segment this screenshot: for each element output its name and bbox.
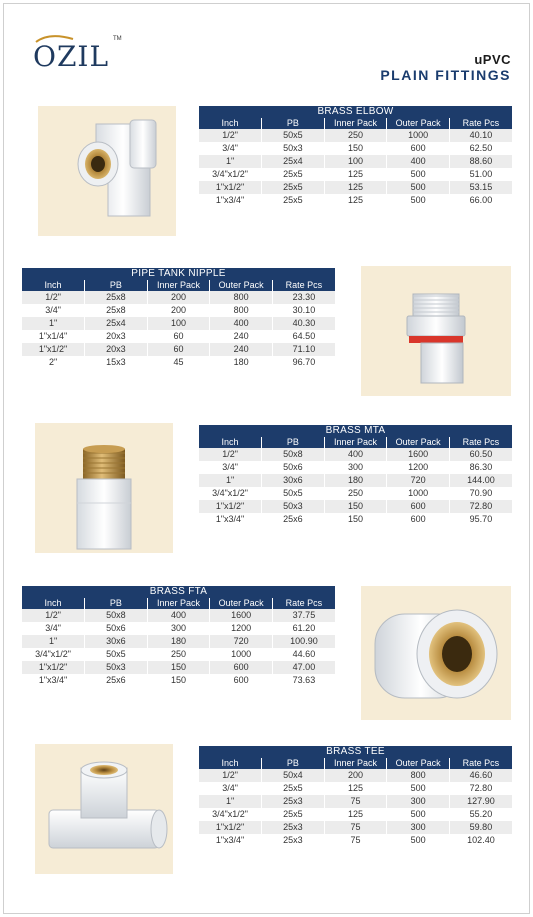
brass-fta-photo bbox=[361, 586, 511, 720]
table-cell: 73.63 bbox=[272, 674, 335, 687]
table-cell: 1/2" bbox=[199, 769, 262, 782]
table-cell: 3/4" bbox=[22, 304, 85, 317]
table-cell: 1" bbox=[22, 317, 85, 330]
table-cell: 400 bbox=[324, 448, 387, 461]
table-title-row bbox=[22, 586, 335, 598]
table-cell: 1"x3/4" bbox=[22, 674, 85, 687]
table-title-row bbox=[199, 106, 512, 118]
table-cell: 3/4" bbox=[22, 622, 85, 635]
column-header: Inch bbox=[199, 118, 262, 129]
table-cell: 50x5 bbox=[85, 648, 148, 661]
table-cell: 95.70 bbox=[449, 513, 512, 526]
table-cell: 500 bbox=[387, 168, 450, 181]
table-row bbox=[199, 769, 512, 782]
table-cell: 72.80 bbox=[449, 782, 512, 795]
table-cell: 125 bbox=[324, 168, 387, 181]
table-row bbox=[199, 500, 512, 513]
table-cell: 100 bbox=[147, 317, 210, 330]
table-cell: 1"x3/4" bbox=[199, 834, 262, 847]
table-header-row bbox=[199, 758, 512, 769]
table-cell: 200 bbox=[147, 291, 210, 304]
table-header-row bbox=[22, 280, 335, 291]
brass-mta-table bbox=[199, 425, 512, 526]
table-cell: 72.80 bbox=[449, 500, 512, 513]
table-cell: 3/4" bbox=[199, 142, 262, 155]
table-cell: 250 bbox=[147, 648, 210, 661]
table-cell: 180 bbox=[147, 635, 210, 648]
table-cell: 150 bbox=[147, 661, 210, 674]
table-cell: 1600 bbox=[387, 448, 450, 461]
table-cell: 2" bbox=[22, 356, 85, 369]
table-cell: 400 bbox=[147, 609, 210, 622]
column-header: Inch bbox=[199, 758, 262, 769]
table-cell: 500 bbox=[387, 782, 450, 795]
column-header: Inner Pack bbox=[324, 118, 387, 129]
table-cell: 180 bbox=[324, 474, 387, 487]
table-cell: 25x3 bbox=[262, 821, 325, 834]
column-header: Outer Pack bbox=[210, 598, 273, 609]
table-cell: 1/2" bbox=[22, 609, 85, 622]
column-header: Inner Pack bbox=[324, 437, 387, 448]
table-cell: 55.20 bbox=[449, 808, 512, 821]
pipe-tank-nipple-photo bbox=[361, 266, 511, 396]
table-cell: 20x3 bbox=[85, 330, 148, 343]
table-row bbox=[22, 317, 335, 330]
table-cell: 250 bbox=[324, 487, 387, 500]
table-title: BRASS TEE bbox=[199, 746, 512, 758]
table-cell: 45 bbox=[147, 356, 210, 369]
tank-nipple-icon bbox=[361, 266, 511, 396]
table-cell: 86.30 bbox=[449, 461, 512, 474]
table-cell: 400 bbox=[210, 317, 273, 330]
table-cell: 3/4"x1/2" bbox=[199, 168, 262, 181]
column-header: PB bbox=[262, 118, 325, 129]
table-cell: 150 bbox=[324, 142, 387, 155]
table-cell: 44.60 bbox=[272, 648, 335, 661]
column-header: Inch bbox=[22, 598, 85, 609]
table-cell: 51.00 bbox=[449, 168, 512, 181]
mta-fitting-icon bbox=[35, 423, 173, 553]
table-cell: 3/4"x1/2" bbox=[199, 808, 262, 821]
table-cell: 25x5 bbox=[262, 168, 325, 181]
table-title: BRASS FTA bbox=[22, 586, 335, 598]
table-cell: 300 bbox=[387, 795, 450, 808]
column-header: Outer Pack bbox=[387, 758, 450, 769]
table-cell: 15x3 bbox=[85, 356, 148, 369]
table-cell: 60 bbox=[147, 330, 210, 343]
column-header: Rate Pcs bbox=[272, 598, 335, 609]
fta-fitting-icon bbox=[361, 586, 511, 720]
table-cell: 1/2" bbox=[22, 291, 85, 304]
table-cell: 720 bbox=[210, 635, 273, 648]
table-cell: 3/4"x1/2" bbox=[199, 487, 262, 500]
table-row bbox=[199, 155, 512, 168]
table-cell: 61.20 bbox=[272, 622, 335, 635]
table-cell: 1"x1/4" bbox=[22, 330, 85, 343]
brass-mta-photo bbox=[35, 423, 173, 553]
table-title-row bbox=[199, 425, 512, 437]
table-cell: 25x5 bbox=[262, 782, 325, 795]
table-row bbox=[199, 194, 512, 207]
table-cell: 500 bbox=[387, 808, 450, 821]
table-cell: 25x3 bbox=[262, 795, 325, 808]
table-cell: 240 bbox=[210, 343, 273, 356]
table-cell: 1/2" bbox=[199, 129, 262, 142]
column-header: Rate Pcs bbox=[449, 758, 512, 769]
table-row bbox=[199, 181, 512, 194]
column-header: Inch bbox=[199, 437, 262, 448]
table-cell: 400 bbox=[387, 155, 450, 168]
table-row bbox=[199, 782, 512, 795]
table-cell: 25x8 bbox=[85, 304, 148, 317]
column-header: PB bbox=[262, 758, 325, 769]
table-cell: 500 bbox=[387, 181, 450, 194]
table-cell: 25x5 bbox=[262, 194, 325, 207]
table-cell: 800 bbox=[210, 304, 273, 317]
table-row bbox=[199, 474, 512, 487]
table-title: BRASS MTA bbox=[199, 425, 512, 437]
table-cell: 102.40 bbox=[449, 834, 512, 847]
column-header: Rate Pcs bbox=[272, 280, 335, 291]
table-cell: 240 bbox=[210, 330, 273, 343]
table-row bbox=[199, 168, 512, 181]
table-cell: 1200 bbox=[210, 622, 273, 635]
table-cell: 200 bbox=[147, 304, 210, 317]
table-cell: 25x4 bbox=[85, 317, 148, 330]
table-cell: 50x6 bbox=[262, 461, 325, 474]
table-title: BRASS ELBOW bbox=[199, 106, 512, 118]
column-header: Inner Pack bbox=[147, 280, 210, 291]
brass-elbow-table bbox=[199, 106, 512, 207]
table-row bbox=[199, 795, 512, 808]
table-title-row bbox=[22, 268, 335, 280]
table-cell: 25x5 bbox=[262, 808, 325, 821]
table-cell: 50x6 bbox=[85, 622, 148, 635]
table-cell: 47.00 bbox=[272, 661, 335, 674]
table-cell: 59.80 bbox=[449, 821, 512, 834]
table-cell: 125 bbox=[324, 782, 387, 795]
table-row bbox=[199, 129, 512, 142]
table-cell: 180 bbox=[210, 356, 273, 369]
table-cell: 300 bbox=[387, 821, 450, 834]
brass-tee-table bbox=[199, 746, 512, 847]
pipe-tank-nipple-table bbox=[22, 268, 335, 369]
table-cell: 25x6 bbox=[262, 513, 325, 526]
table-cell: 96.70 bbox=[272, 356, 335, 369]
table-cell: 100.90 bbox=[272, 635, 335, 648]
heading-subtitle: uPVC bbox=[474, 52, 511, 67]
table-cell: 71.10 bbox=[272, 343, 335, 356]
table-cell: 64.50 bbox=[272, 330, 335, 343]
table-cell: 300 bbox=[324, 461, 387, 474]
table-cell: 1" bbox=[199, 474, 262, 487]
table-cell: 20x3 bbox=[85, 343, 148, 356]
table-row bbox=[199, 513, 512, 526]
table-cell: 800 bbox=[210, 291, 273, 304]
table-cell: 75 bbox=[324, 821, 387, 834]
table-cell: 125 bbox=[324, 181, 387, 194]
table-cell: 88.60 bbox=[449, 155, 512, 168]
table-header-row bbox=[22, 598, 335, 609]
table-cell: 40.10 bbox=[449, 129, 512, 142]
table-cell: 62.50 bbox=[449, 142, 512, 155]
column-header: Outer Pack bbox=[387, 118, 450, 129]
table-row bbox=[22, 330, 335, 343]
table-cell: 40.30 bbox=[272, 317, 335, 330]
table-cell: 1" bbox=[199, 155, 262, 168]
table-cell: 50x5 bbox=[262, 129, 325, 142]
table-row bbox=[22, 343, 335, 356]
brand-logo bbox=[33, 36, 122, 74]
table-row bbox=[22, 609, 335, 622]
table-cell: 60 bbox=[147, 343, 210, 356]
table-cell: 50x8 bbox=[262, 448, 325, 461]
table-cell: 37.75 bbox=[272, 609, 335, 622]
table-cell: 3/4" bbox=[199, 782, 262, 795]
table-cell: 720 bbox=[387, 474, 450, 487]
table-cell: 75 bbox=[324, 795, 387, 808]
column-header: Inner Pack bbox=[147, 598, 210, 609]
table-cell: 125 bbox=[324, 194, 387, 207]
brass-tee-photo bbox=[35, 744, 173, 874]
brass-fta-table bbox=[22, 586, 335, 687]
table-row bbox=[22, 356, 335, 369]
column-header: Outer Pack bbox=[210, 280, 273, 291]
table-cell: 70.90 bbox=[449, 487, 512, 500]
table-cell: 1000 bbox=[387, 129, 450, 142]
table-row bbox=[199, 821, 512, 834]
table-cell: 1600 bbox=[210, 609, 273, 622]
table-cell: 25x3 bbox=[262, 834, 325, 847]
table-row bbox=[199, 808, 512, 821]
table-title: PIPE TANK NIPPLE bbox=[22, 268, 335, 280]
table-row bbox=[22, 304, 335, 317]
brand-name: OZIL bbox=[33, 40, 110, 73]
table-cell: 25x4 bbox=[262, 155, 325, 168]
table-cell: 1000 bbox=[210, 648, 273, 661]
table-cell: 1/2" bbox=[199, 448, 262, 461]
table-cell: 30.10 bbox=[272, 304, 335, 317]
table-cell: 3/4"x1/2" bbox=[22, 648, 85, 661]
table-cell: 600 bbox=[387, 500, 450, 513]
table-cell: 600 bbox=[210, 674, 273, 687]
table-cell: 150 bbox=[324, 513, 387, 526]
table-row bbox=[199, 448, 512, 461]
table-cell: 25x8 bbox=[85, 291, 148, 304]
table-cell: 30x6 bbox=[85, 635, 148, 648]
table-cell: 1"x1/2" bbox=[22, 343, 85, 356]
table-cell: 150 bbox=[147, 674, 210, 687]
table-row bbox=[22, 622, 335, 635]
table-row bbox=[22, 648, 335, 661]
table-cell: 127.90 bbox=[449, 795, 512, 808]
table-cell: 75 bbox=[324, 834, 387, 847]
brass-elbow-photo bbox=[38, 106, 176, 236]
table-cell: 1200 bbox=[387, 461, 450, 474]
table-cell: 1"x1/2" bbox=[22, 661, 85, 674]
table-cell: 3/4" bbox=[199, 461, 262, 474]
heading-title: PLAIN FITTINGS bbox=[380, 67, 511, 83]
table-cell: 250 bbox=[324, 129, 387, 142]
table-cell: 300 bbox=[147, 622, 210, 635]
table-cell: 1"x1/2" bbox=[199, 821, 262, 834]
column-header: Inch bbox=[22, 280, 85, 291]
table-row bbox=[199, 834, 512, 847]
table-cell: 600 bbox=[210, 661, 273, 674]
table-cell: 50x3 bbox=[262, 500, 325, 513]
elbow-fitting-icon bbox=[38, 106, 176, 236]
table-row bbox=[22, 674, 335, 687]
table-cell: 53.15 bbox=[449, 181, 512, 194]
table-cell: 25x6 bbox=[85, 674, 148, 687]
table-row bbox=[22, 661, 335, 674]
table-cell: 600 bbox=[387, 513, 450, 526]
table-cell: 1" bbox=[199, 795, 262, 808]
column-header: PB bbox=[85, 598, 148, 609]
column-header: Rate Pcs bbox=[449, 118, 512, 129]
table-cell: 600 bbox=[387, 142, 450, 155]
table-cell: 1"x1/2" bbox=[199, 181, 262, 194]
table-cell: 46.60 bbox=[449, 769, 512, 782]
table-row bbox=[199, 461, 512, 474]
table-cell: 60.50 bbox=[449, 448, 512, 461]
table-cell: 66.00 bbox=[449, 194, 512, 207]
table-title-row bbox=[199, 746, 512, 758]
table-cell: 50x3 bbox=[262, 142, 325, 155]
table-cell: 23.30 bbox=[272, 291, 335, 304]
table-cell: 1000 bbox=[387, 487, 450, 500]
table-header-row bbox=[199, 437, 512, 448]
table-cell: 50x3 bbox=[85, 661, 148, 674]
table-cell: 500 bbox=[387, 834, 450, 847]
table-cell: 150 bbox=[324, 500, 387, 513]
table-cell: 50x8 bbox=[85, 609, 148, 622]
table-cell: 800 bbox=[387, 769, 450, 782]
table-cell: 1" bbox=[22, 635, 85, 648]
table-cell: 1"x3/4" bbox=[199, 513, 262, 526]
column-header: Rate Pcs bbox=[449, 437, 512, 448]
table-cell: 25x5 bbox=[262, 181, 325, 194]
catalog-heading bbox=[380, 52, 511, 84]
table-cell: 100 bbox=[324, 155, 387, 168]
tee-fitting-icon bbox=[35, 744, 173, 874]
table-cell: 500 bbox=[387, 194, 450, 207]
table-cell: 1"x3/4" bbox=[199, 194, 262, 207]
table-cell: 1"x1/2" bbox=[199, 500, 262, 513]
table-cell: 125 bbox=[324, 808, 387, 821]
table-header-row bbox=[199, 118, 512, 129]
table-row bbox=[22, 291, 335, 304]
table-cell: 144.00 bbox=[449, 474, 512, 487]
table-cell: 50x4 bbox=[262, 769, 325, 782]
trademark-mark: TM bbox=[113, 36, 122, 42]
table-cell: 50x5 bbox=[262, 487, 325, 500]
column-header: PB bbox=[85, 280, 148, 291]
column-header: Inner Pack bbox=[324, 758, 387, 769]
table-row bbox=[199, 142, 512, 155]
table-cell: 200 bbox=[324, 769, 387, 782]
table-row bbox=[199, 487, 512, 500]
table-cell: 30x6 bbox=[262, 474, 325, 487]
table-row bbox=[22, 635, 335, 648]
column-header: Outer Pack bbox=[387, 437, 450, 448]
column-header: PB bbox=[262, 437, 325, 448]
